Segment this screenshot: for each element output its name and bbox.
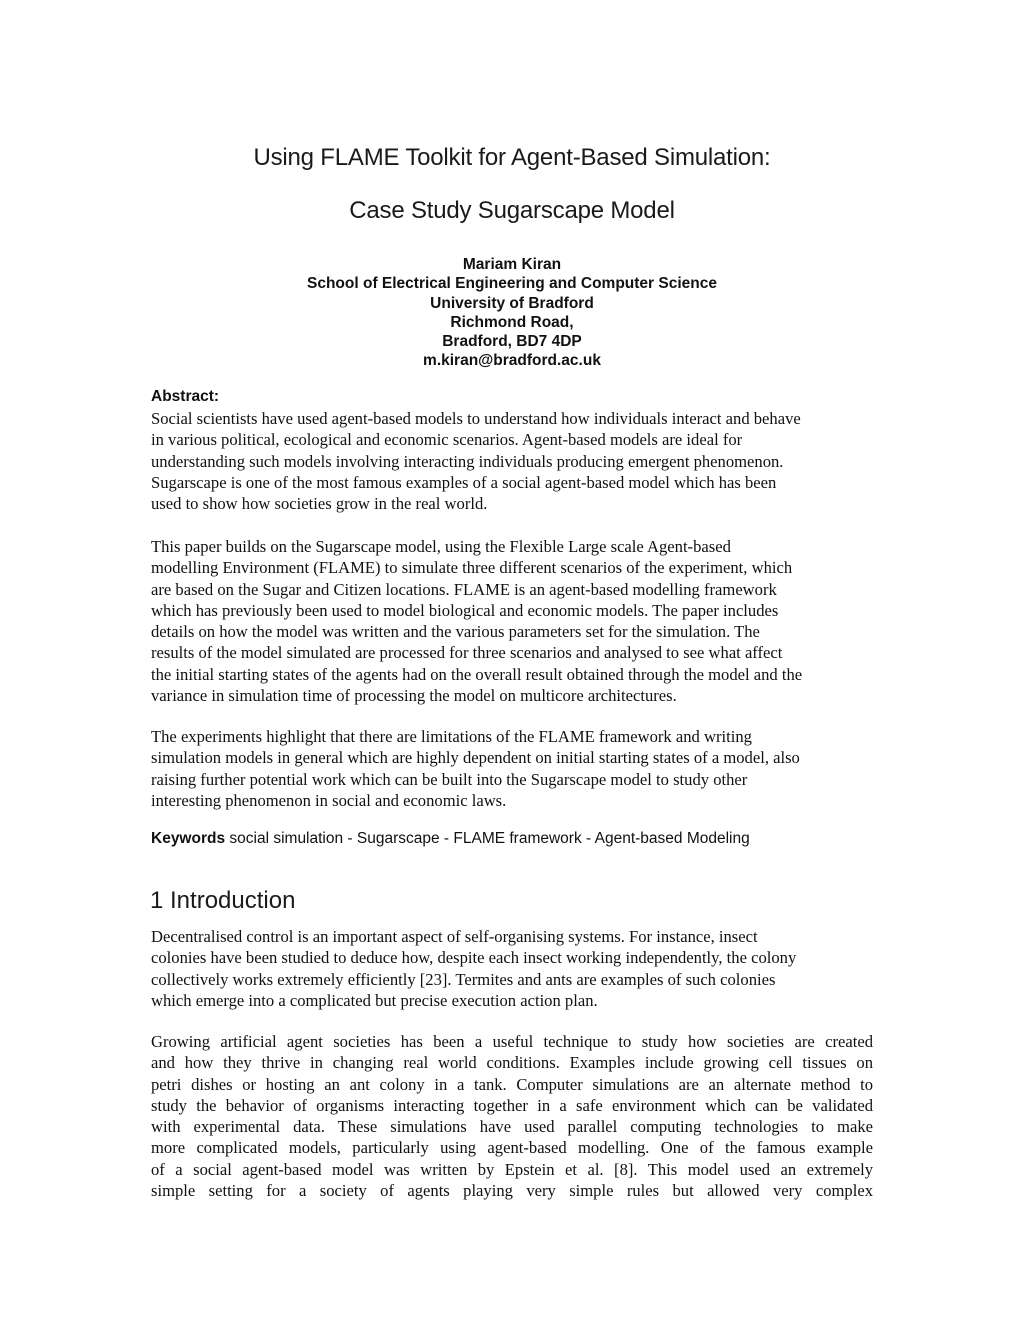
abstract-paragraph-1 [151,408,873,514]
text-line: petri dishes or hosting an ant colony in a tank. Computer simulations are an alternate method to [151,1074,873,1094]
keywords-text: social simulation - Sugarscape - FLAME framework - Agent-based Modeling [225,830,750,847]
abstract-paragraph-3 [151,726,873,811]
text-line: which emerge into a complicated but precise execution action plan. [151,990,598,1010]
paper-title-line-1: Using FLAME Toolkit for Agent-Based Simulation: [253,144,771,171]
text-line: details on how the model was written and the various parameters set for the simulation. The [151,622,760,642]
text-line: in various political, ecological and economic scenarios. Agent-based models are ideal for [151,430,743,450]
author-street: Richmond Road, [450,313,574,331]
text-line: simulation models in general which are highly dependent on initial starting states of a model, also [151,748,800,768]
text-line: which has previously been used to model biological and economic models. The paper includes [151,600,779,620]
text-line: Decentralised control is an important aspect of self-organising systems. For instance, insect [151,927,758,946]
text-line: more complicated models, particularly using agent-based modelling. One of the famous example [151,1138,873,1158]
abstract-paragraph-2 [151,536,873,706]
text-line: colonies have been studied to deduce how, despite each insect working independently, the colony [151,948,797,968]
text-line: with experimental data. These simulations have used parallel computing technologies to make [151,1117,873,1137]
intro-paragraph-1 [151,926,873,1011]
author-city: Bradford, BD7 4DP [442,333,582,351]
author-email: m.kiran@bradford.ac.uk [423,352,601,370]
author-university: University of Bradford [430,294,594,312]
text-line: variance in simulation time of processing the model on multicore architectures. [151,686,677,706]
text-line: interesting phenomenon in social and economic laws. [151,790,507,810]
text-line: the initial starting states of the agents had on the overall result obtained through the model and the [151,664,803,684]
text-line: Social scientists have used agent-based models to understand how individuals interact and behave [151,409,801,428]
text-line: study the behavior of organisms interacting together in a safe environment which can be validated [151,1095,873,1115]
author-block [0,255,1024,371]
text-line: are based on the Sugar and Citizen locations. FLAME is an agent-based modelling framework [151,579,777,599]
text-line: and how they thrive in changing real world conditions. Examples include growing cell tissues on [151,1053,873,1073]
paper-title-line-2: Case Study Sugarscape Model [349,197,675,224]
text-line: The experiments highlight that there are limitations of the FLAME framework and writing [151,727,752,746]
abstract-heading: Abstract: [151,388,220,405]
keywords-line [151,830,750,848]
intro-paragraph-2 [151,1031,873,1201]
text-line: simple setting for a society of agents playing very simple rules but allowed very complex [151,1181,873,1201]
text-line: used to show how societies grow in the real world. [151,494,488,514]
text-line: raising further potential work which can be built into the Sugarscape model to study other [151,769,748,789]
text-line: Sugarscape is one of the most famous examples of a social agent-based model which has been [151,472,777,492]
text-line: understanding such models involving interacting individuals producing emergent phenomenon. [151,451,784,471]
author-name: Mariam Kiran [462,256,562,273]
section-heading-introduction: 1 Introduction [150,887,296,914]
text-line: of a social agent-based model was written by Epstein et al. [8]. This model used an extremely [151,1159,873,1179]
keywords-label: Keywords [151,830,226,847]
text-line: Growing artificial agent societies has been a useful technique to study how societies are created [151,1032,873,1051]
text-line: This paper builds on the Sugarscape model, using the Flexible Large scale Agent-based [151,537,731,556]
text-line: results of the model simulated are processed for three scenarios and analysed to see what affect [151,643,783,663]
author-department: School of Electrical Engineering and Computer Science [307,275,717,293]
text-line: modelling Environment (FLAME) to simulate three different scenarios of the experiment, which [151,558,793,578]
text-line: collectively works extremely efficiently [23]. Termites and ants are examples of such colonies [151,969,776,989]
